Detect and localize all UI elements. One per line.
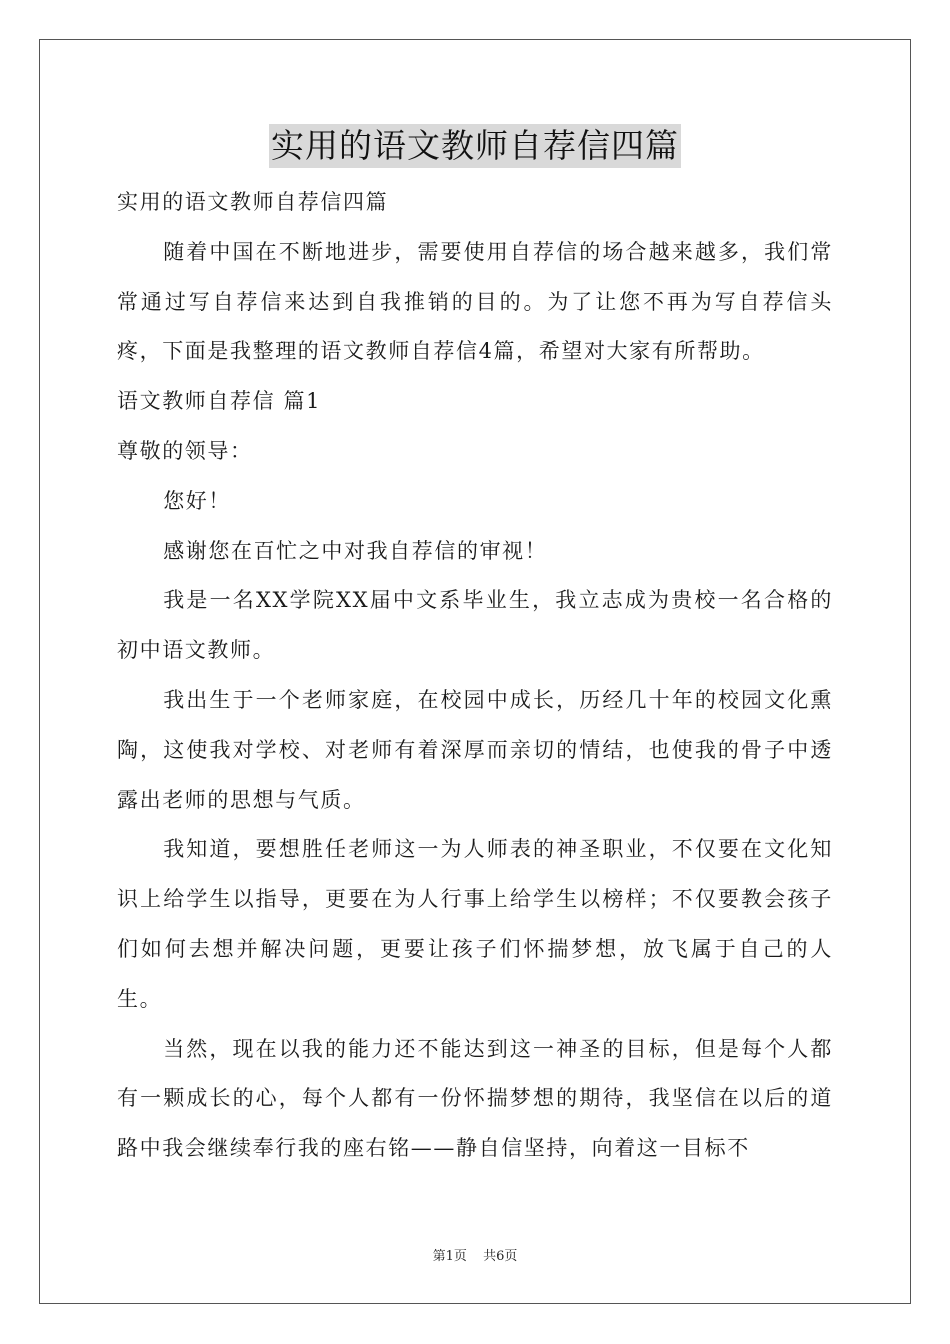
page-number: 第1页	[432, 1249, 467, 1264]
paragraph: 当然，现在以我的能力还不能达到这一神圣的目标，但是每个人都有一颗成长的心，每个人都有一份怀揣梦想的期待，我坚信在以后的道路中我会继续奉行我的座右铭——静自信坚持，向着这一目标不	[117, 1036, 833, 1161]
salutation: 尊敬的领导：	[117, 438, 253, 463]
paragraph: 实用的语文教师自荐信四篇	[117, 190, 389, 214]
paragraph: 我知道，要想胜任老师这一为人师表的神圣职业，不仅要在文化知识上给学生以指导，更要在为人行事上给学生以榜样；不仅要教会孩子们如何去想并解决问题，更要让孩子们怀揣梦想，放飞属于自己的人生。	[117, 837, 833, 1011]
document-title: 实用的语文教师自荐信四篇	[269, 124, 681, 168]
page-total: 共6页	[483, 1249, 518, 1264]
document-body	[117, 178, 833, 1174]
paragraph: 我出生于一个老师家庭，在校园中成长，历经几十年的校园文化熏陶，这使我对学校、对老师有着深厚而亲切的情结，也使我的骨子中透露出老师的思想与气质。	[117, 687, 833, 812]
page-footer	[0, 1245, 950, 1264]
title-container	[0, 124, 950, 168]
paragraph: 我是一名XX学院XX届中文系毕业生，我立志成为贵校一名合格的初中语文教师。	[117, 588, 833, 663]
paragraph: 随着中国在不断地进步，需要使用自荐信的场合越来越多，我们常常通过写自荐信来达到自我推销的目的。为了让您不再为写自荐信头疼，下面是我整理的语文教师自荐信4篇，希望对大家有所帮助。	[117, 239, 833, 364]
section-heading: 语文教师自荐信 篇1	[117, 389, 322, 414]
paragraph: 感谢您在百忙之中对我自荐信的审视！	[163, 538, 548, 563]
greeting: 您好！	[163, 488, 231, 513]
